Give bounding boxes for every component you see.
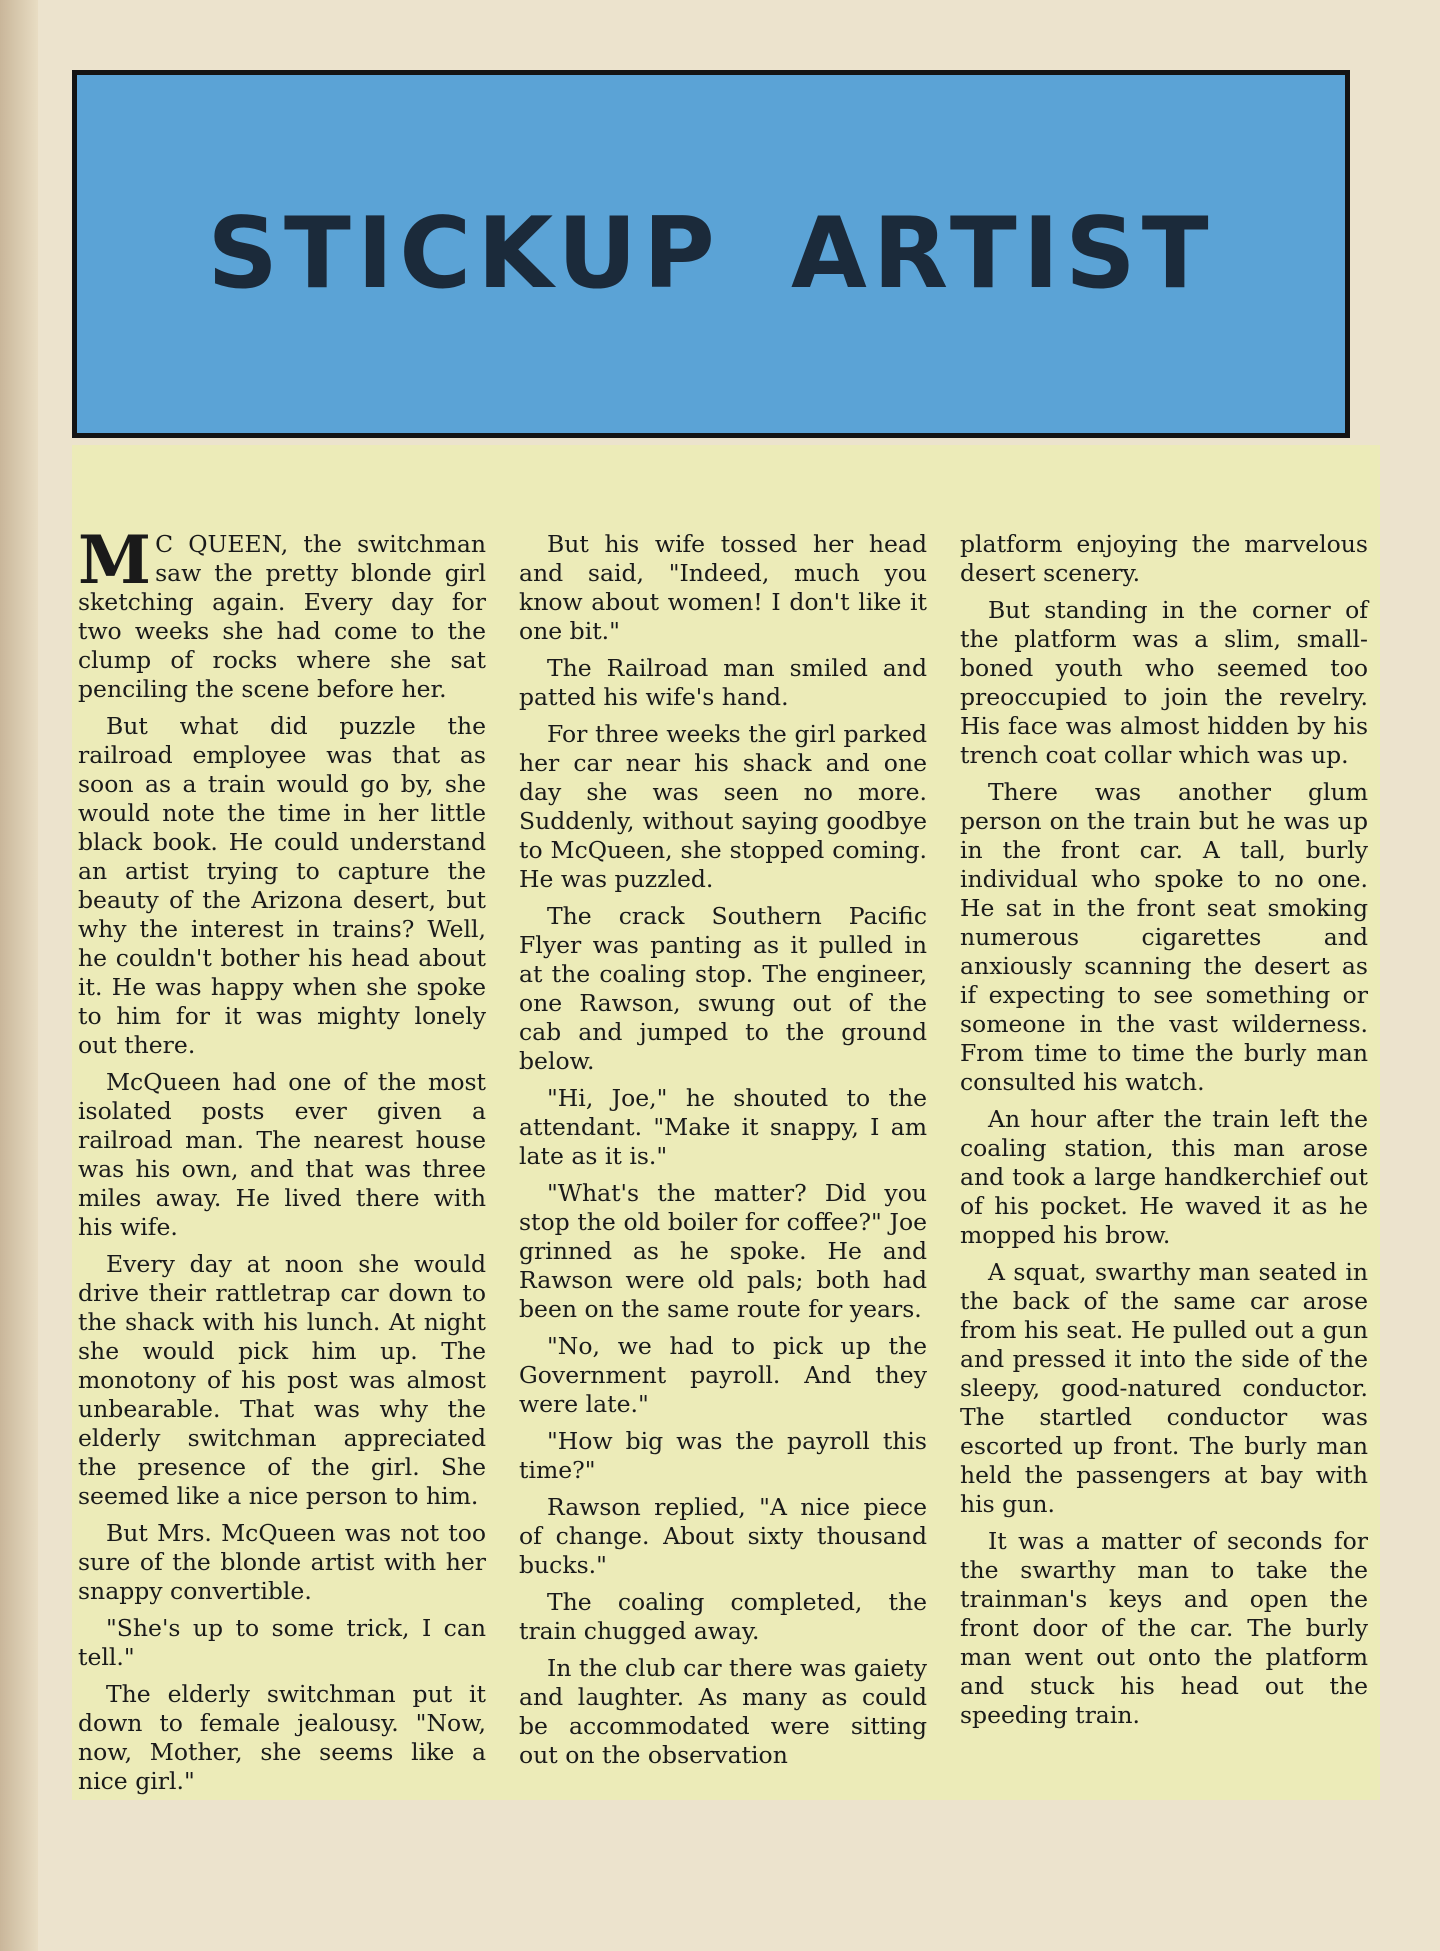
paragraph: platform enjoying the marvelous desert scenery. (960, 530, 1368, 587)
drop-cap: M (78, 521, 152, 599)
paragraph: But standing in the corner of the platform was a slim, small-boned youth who seemed too preoccupied to join the revelry. His face was almost hidden by his trench coat collar which was up. (960, 596, 1368, 769)
paragraph: The Railroad man smiled and patted his wife's hand. (519, 654, 927, 711)
paragraph: "Hi, Joe," he shouted to the attendant. "Make it snappy, I am late as it is." (519, 1084, 927, 1170)
paragraph: In the club car there was gaiety and laughter. As many as could be accommodated were sitting out on the observation (519, 1654, 927, 1769)
page-edge (0, 0, 38, 1951)
paragraph: But what did puzzle the railroad employee was that as soon as a train would go by, she would note the time in her little black book. He could understand an artist trying to capture the beauty of the Arizona desert, but why the interest in trains? Well, he couldn't bother his head about it. He was happy when she spoke to him for it was mighty lonely out there. (78, 712, 486, 1059)
paragraph: For three weeks the girl parked her car near his shack and one day she was seen no more. Suddenly, without saying goodbye to McQueen, she stopped coming. He was puzzled. (519, 720, 927, 893)
paragraph: It was a matter of seconds for the swarthy man to take the trainman's keys and open the front door of the car. The burly man went out onto the platform and stuck his head out the speeding train. (960, 1527, 1368, 1729)
paragraph: "How big was the payroll this time?" (519, 1427, 927, 1484)
paragraph: "She's up to some trick, I can tell." (78, 1614, 486, 1671)
paragraph: The elderly switchman put it down to female jealousy. "Now, now, Mother, she seems like a nice girl." (78, 1680, 486, 1795)
story-columns (78, 521, 1368, 1804)
paragraph-text: the switchman saw the pretty blonde girl sketching again. Every day for two weeks she had come to the clump of rocks where she sat penciling the scene before her. (78, 530, 486, 703)
paragraph: The crack Southern Pacific Flyer was panting as it pulled in at the coaling stop. The engineer, one Rawson, swung out of the cab and jumped to the ground below. (519, 902, 927, 1075)
paragraph: There was another glum person on the train but he was up in the front car. A tall, burly individual who spoke to no one. He sat in the front seat smoking numerous cigarettes and anxiously scanning the desert as if expecting to see something or someone in the vast wilderness. From time to time the burly man consulted his watch. (960, 778, 1368, 1096)
paragraph: "No, we had to pick up the Government payroll. And they were late." (519, 1332, 927, 1418)
column-2 (519, 530, 927, 1804)
paragraph: Every day at noon she would drive their rattletrap car down to the shack with his lunch. At night she would pick him up. The monotony of his post was almost unbearable. That was why the elderly switchman appreciated the presence of the girl. She seemed like a nice person to him. (78, 1250, 486, 1510)
paragraph (78, 521, 486, 704)
title-banner (72, 70, 1350, 438)
paragraph: But his wife tossed her head and said, "Indeed, much you know about women! I don't like it one bit." (519, 530, 927, 645)
lead-words: C QUEEN, (155, 530, 289, 558)
paragraph: Rawson replied, "A nice piece of change. About sixty thousand bucks." (519, 1493, 927, 1579)
paragraph: But Mrs. McQueen was not too sure of the blonde artist with her snappy convertible. (78, 1519, 486, 1605)
paragraph: A squat, swarthy man seated in the back of the same car arose from his seat. He pulled out a gun and pressed it into the side of the sleepy, good-natured conductor. The startled conductor was escorted up front. The burly man held the passengers at bay with his gun. (960, 1258, 1368, 1518)
paragraph: The coaling completed, the train chugged away. (519, 1588, 927, 1645)
column-1 (78, 521, 486, 1804)
story-title: STICKUP ARTIST (207, 197, 1215, 311)
column-3 (960, 530, 1368, 1804)
paragraph: An hour after the train left the coaling station, this man arose and took a large handkerchief out of his pocket. He waved it as he mopped his brow. (960, 1105, 1368, 1249)
paragraph: McQueen had one of the most isolated posts ever given a railroad man. The nearest house was his own, and that was three miles away. He lived there with his wife. (78, 1068, 486, 1241)
paragraph: "What's the matter? Did you stop the old boiler for coffee?" Joe grinned as he spoke. He and Rawson were old pals; both had been on the same route for years. (519, 1179, 927, 1323)
